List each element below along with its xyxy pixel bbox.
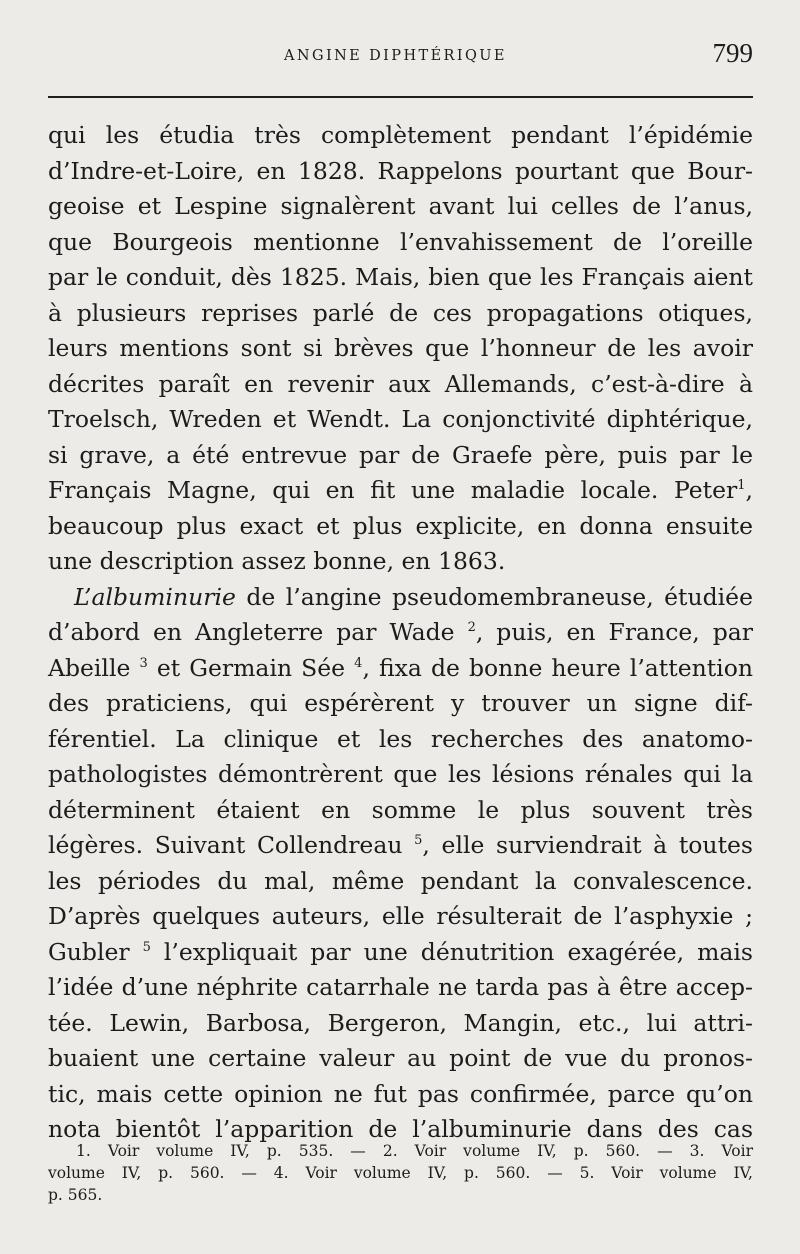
text-line: tic, mais cette opinion ne fut pas confirmée, parce qu’on — [48, 1079, 753, 1108]
text-line — [48, 473, 753, 509]
footnote-marker: 5 — [414, 833, 423, 849]
text-fragment: et Germain Sée — [147, 653, 346, 682]
italic-term: L’albuminurie — [74, 582, 236, 611]
footnote-marker: 1 — [737, 478, 746, 494]
text-line: d’Indre-et-Loire, en 1828. Rappelons pourtant que Bour- — [48, 156, 753, 185]
text-line: D’après quelques auteurs, elle résulterait de l’asphyxie ; — [48, 902, 753, 930]
text-fragment: , puis, en France, par — [475, 618, 753, 646]
text-line: si grave, a été entrevue par de Graefe père, puis par le — [48, 440, 753, 469]
running-header — [48, 38, 753, 78]
footnote-marker: 2 — [467, 620, 476, 636]
footnotes — [48, 1140, 753, 1206]
text-line: buaient une certaine valeur au point de vue du pronos- — [48, 1044, 753, 1072]
text-line: qui les étudia très complètement pendant l’épidémie — [48, 121, 753, 149]
footnote-marker: 3 — [139, 655, 148, 671]
footnote-line: p. 565. — [48, 1186, 103, 1204]
text-line: des praticiens, qui espérèrent y trouver un signe dif- — [48, 689, 753, 717]
page-number: 799 — [712, 38, 753, 68]
text-fragment: de l’angine pseudomembraneuse, étudiée — [235, 582, 753, 611]
text-line — [48, 580, 753, 616]
text-line: déterminent étaient en somme le plus souvent très — [48, 795, 753, 824]
text-line: par le conduit, dès 1825. Mais, bien que les Français aient — [48, 263, 753, 291]
text-line — [48, 935, 753, 971]
text-line: les périodes du mal, même pendant la convalescence. — [48, 866, 753, 895]
text-fragment: d’abord en Angleterre par Wade — [48, 618, 455, 646]
text-line: férentiel. La clinique et les recherches des anatomo- — [48, 724, 753, 753]
text-line: à plusieurs reprises parlé de ces propagations otiques, — [48, 298, 753, 327]
footnote-line: 1. Voir volume IV, p. 535. — 2. Voir volume IV, p. 560. — 3. Voir — [76, 1142, 753, 1160]
text-line: geoise et Lespine signalèrent avant lui celles de l’anus, — [48, 192, 753, 220]
text-line: beaucoup plus exact et plus explicite, en donna ensuite — [48, 511, 753, 540]
footnote-marker: 5 — [142, 939, 151, 955]
text-line — [48, 828, 753, 864]
text-line: leurs mentions sont si brèves que l’honneur de les avoir — [48, 334, 753, 362]
text-line: décrites paraît en revenir aux Allemands, c’est-à-dire à — [48, 369, 753, 398]
text-fragment: , — [745, 476, 753, 504]
text-fragment: légères. Suivant Collendreau — [48, 831, 403, 859]
text-line: Troelsch, Wreden et Wendt. La conjonctivité diphtérique, — [48, 405, 753, 433]
text-line — [48, 615, 753, 651]
text-fragment: , elle surviendrait à toutes — [422, 831, 753, 859]
body-text — [48, 118, 753, 1148]
text-line: pathologistes démontrèrent que les lésions rénales qui la — [48, 760, 753, 788]
footnote-marker: 4 — [354, 655, 363, 671]
text-line: une description assez bonne, en 1863. — [48, 547, 506, 575]
running-title: ANGINE DIPHTÉRIQUE — [284, 48, 507, 64]
footnote-line: volume IV, p. 560. — 4. Voir volume IV, p. 560. — 5. Voir volume IV, — [48, 1164, 753, 1182]
text-fragment: l’expliquait par une dénutrition exagérée, mais — [150, 937, 753, 966]
text-fragment: Abeille — [48, 653, 131, 682]
header-rule — [48, 96, 753, 98]
text-line: nota bientôt l’apparition de l’albuminurie dans des cas — [48, 1115, 753, 1143]
text-line: que Bourgeois mentionne l’envahissement de l’oreille — [48, 227, 753, 256]
text-fragment: , fixa de bonne heure l’attention — [362, 653, 753, 682]
text-line: tée. Lewin, Barbosa, Bergeron, Mangin, etc., lui attri- — [48, 1008, 753, 1037]
text-fragment: Français Magne, qui en fit une maladie locale. Peter — [48, 476, 738, 504]
text-fragment: Gubler — [48, 937, 130, 966]
text-line: l’idée d’une néphrite catarrhale ne tarda pas à être accep- — [48, 973, 753, 1001]
text-line — [48, 651, 753, 687]
